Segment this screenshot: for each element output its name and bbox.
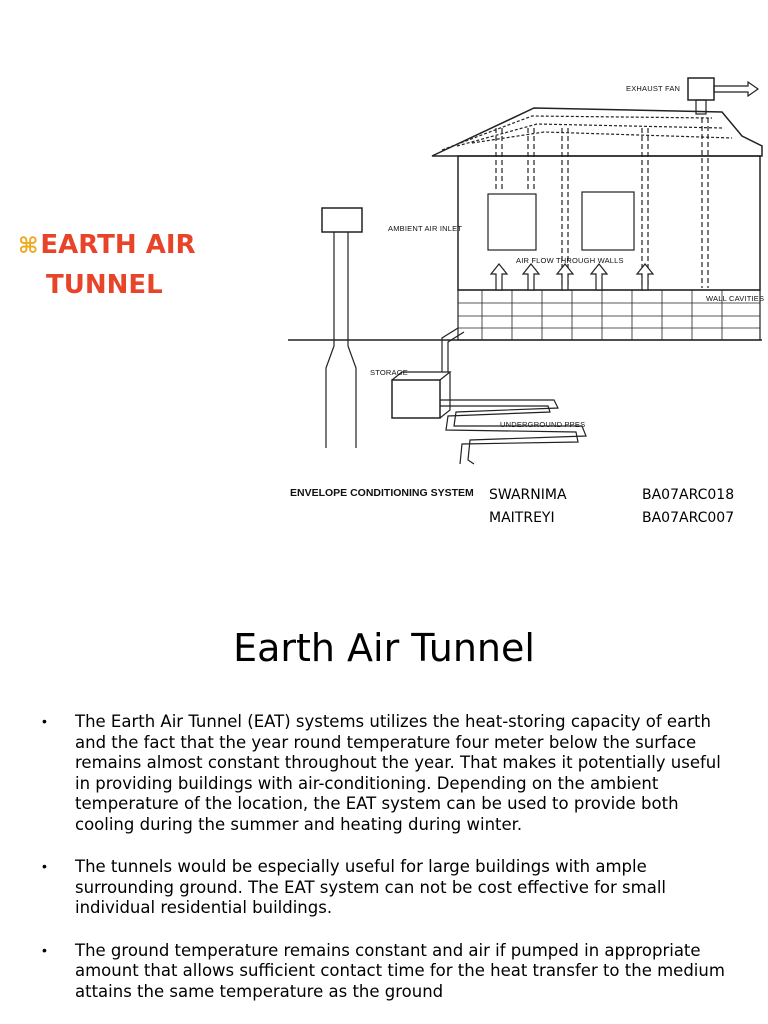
slide-2 [0,576,768,1024]
title-line-1: EARTH AIR [40,230,196,260]
bullet-list [42,712,732,1024]
air-flow-label: AIR FLOW THROUGH WALLS [516,256,624,265]
bullet-text: The tunnels would be especially useful for large buildings with ample surrounding ground. The EAT system can not be cost effective for small individual residential buildings. [75,857,667,917]
envelope-conditioning-diagram [282,28,768,528]
page-title: Earth Air Tunnel [233,626,535,670]
slide-title [18,226,196,304]
diagram-caption: ENVELOPE CONDITIONING SYSTEM [290,487,474,499]
wall-cavities-label: WALL CAVITIES [706,294,765,303]
exhaust-fan-label: EXHAUST FAN [626,84,681,93]
ambient-air-inlet-label: AMBIENT AIR INLET [388,224,463,233]
list-item [42,857,732,919]
command-bullet-icon: ⌘ [18,234,39,259]
author-name-2: MAITREYI [489,510,555,526]
author-name-1: SWARNIMA [489,487,567,503]
underground-pipes-label: UNDERGROUND PPES [500,420,586,429]
title-line-2: TUNNEL [46,270,163,300]
house-diagram-icon [282,28,768,528]
bullet-dot-icon: • [42,713,47,729]
author-id-1: BA07ARC018 [642,487,735,503]
bullet-dot-icon: • [42,941,47,958]
bullet-text: The ground temperature remains constant and air if pumped in appropriate amount that allows sufficient contact time for the heat transfer to the medium attains the same temperature as the ground [75,940,725,1001]
storage-label: STORAGE [370,368,408,377]
bullet-text: The Earth Air Tunnel (EAT) systems utilizes the heat-storing capacity of earth and the fact that the year round temperature four meter below the surface remains almost constant throughout the year. That makes it potentially useful in providing buildings with air-conditioning. Depending on the ambient temperature of the location, the EAT system can be used to provide both cooling during the summer and heating during winter. [75,712,721,834]
bullet-dot-icon: • [42,858,47,874]
list-item [42,712,732,835]
author-id-2: BA07ARC007 [642,510,735,526]
list-item [42,941,732,1003]
